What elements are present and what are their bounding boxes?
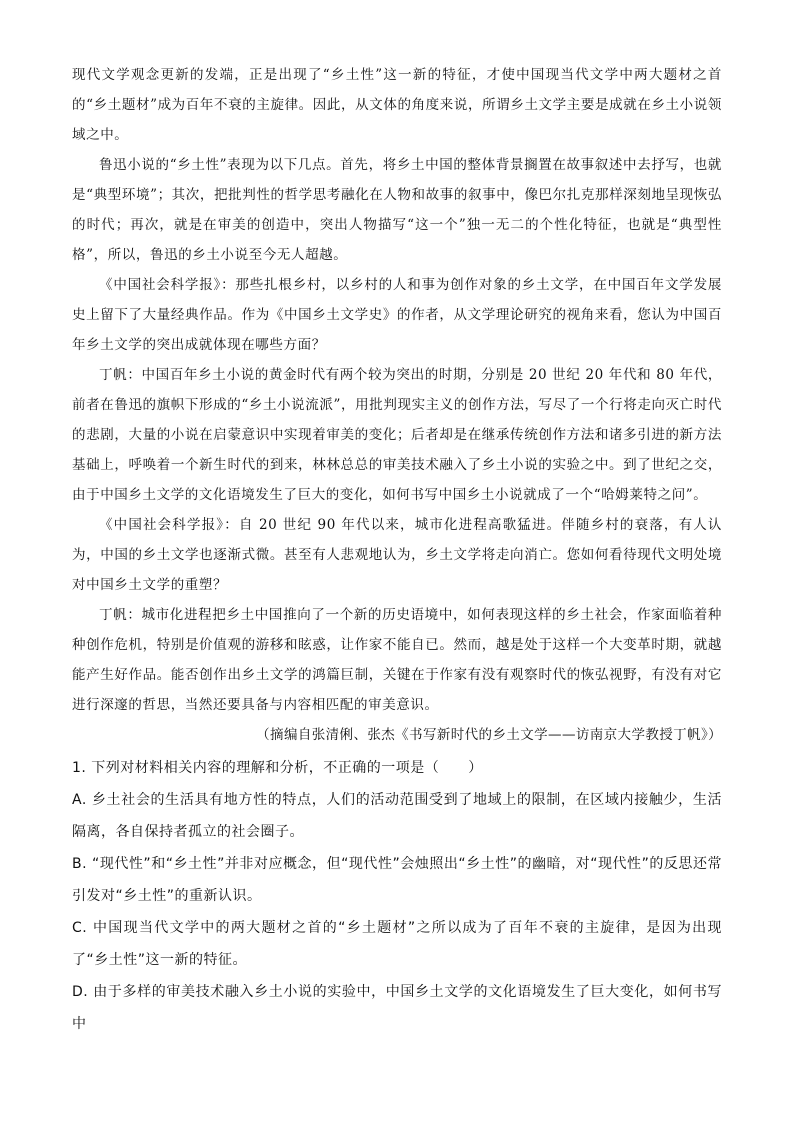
question-option-b: B. “现代性”和“乡土性”并非对应概念，但“现代性”会烛照出“乡土性”的幽暗，对“现代性”的反思还常引发对“乡土性”的重新认识。: [72, 856, 722, 904]
question-1: [72, 752, 722, 1040]
question-option-a: A. 乡土社会的生活具有地方性的特点，人们的活动范围受到了地域上的限制，在区域内接触少，生活隔离，各自保持者孤立的社会圈子。: [72, 792, 722, 840]
passage-paragraph-3: 《中国社会科学报》：那些扎根乡村，以乡村的人和事为创作对象的乡土文学，在中国百年文学发展史上留下了大量经典作品。作为《中国乡土文学史》的作者，从文学理论研究的视角来看，您认为中国百年乡土文学的突出成就体现在哪些方面？: [72, 277, 722, 353]
passage-source-citation: （摘编自张清俐、张杰《书写新时代的乡土文学——访南京大学教授丁帆》）: [256, 727, 722, 743]
passage-paragraph-2: 鲁迅小说的“乡土性”表现为以下几点。首先，将乡土中国的整体背景搁置在故事叙述中去抒写，也就是“典型环境”；其次，把批判性的哲学思考融化在人物和故事的叙事中，像巴尔扎克那样深刻地呈现恢弘的时代；再次，就是在审美的创造中，突出人物描写“这一个”独一无二的个性化特征，也就是“典型性格”，所以，鲁迅的乡土小说至今无人超越。: [72, 157, 722, 263]
passage-paragraph-4: 丁帆：中国百年乡土小说的黄金时代有两个较为突出的时期，分别是 20 世纪 20 年代和 80 年代，前者在鲁迅的旗帜下形成的“乡土小说流派”，用批判现实主义的创作方法，写尽了一个行将走向灭亡时代的悲剧，大量的小说在启蒙意识中实现着审美的变化；后者却是在继承传统创作方法和诸多引进的新方法基础上，呼唤着一个新生时代的到来，林林总总的审美技术融入了乡土小说的实验之中。到了世纪之交，由于中国乡土文学的文化语境发生了巨大的变化，如何书写中国乡土小说就成了一个“哈姆莱特之问”。: [72, 367, 722, 503]
question-option-c: C. 中国现当代文学中的两大题材之首的“乡土题材”之所以成为了百年不衰的主旋律，是因为出现了“乡土性”这一新的特征。: [72, 920, 722, 968]
passage-paragraph-6: 丁帆：城市化进程把乡土中国推向了一个新的历史语境中，如何表现这样的乡土社会，作家面临着种种创作危机，特别是价值观的游移和眩惑，让作家不能自已。然而，越是处于这样一个大变革时期，就越能产生好作品。能否创作出乡土文学的鸿篇巨制，关键在于作家有没有观察时代的恢弘视野，有没有对它进行深邃的哲思，当然还要具备与内容相匹配的审美意识。: [72, 607, 722, 713]
reading-passage: [72, 60, 722, 750]
question-option-d: D. 由于多样的审美技术融入乡土小说的实验中，中国乡土文学的文化语境发生了巨大变化，如何书写中: [72, 984, 722, 1032]
question-stem: 1. 下列对材料相关内容的理解和分析，不正确的一项是（ ）: [72, 760, 483, 776]
passage-paragraph-5: 《中国社会科学报》：自 20 世纪 90 年代以来，城市化进程高歌猛进。伴随乡村的衰落，有人认为，中国的乡土文学也逐渐式微。甚至有人悲观地认为，乡土文学将走向消亡。您如何看待现代文明处境对中国乡土文学的重塑？: [72, 517, 722, 593]
passage-paragraph-1: 现代文学观念更新的发端，正是出现了“乡土性”这一新的特征，才使中国现当代文学中两大题材之首的“乡土题材”成为百年不衰的主旋律。因此，从文体的角度来说，所谓乡土文学主要是成就在乡土小说领域之中。: [72, 67, 722, 143]
